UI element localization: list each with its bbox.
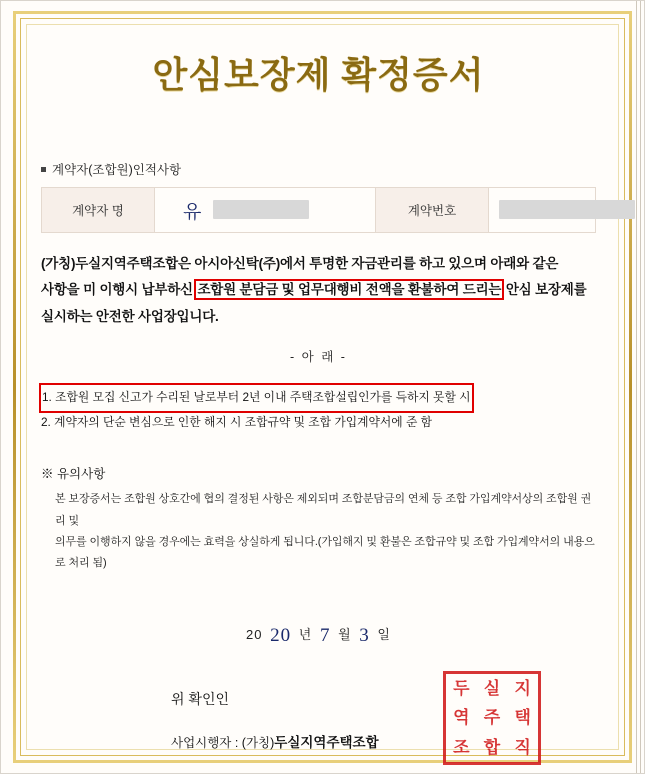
stamp-char-3: 역 bbox=[453, 708, 470, 728]
date-prefix: 20 bbox=[246, 626, 263, 642]
document-content bbox=[41, 31, 596, 757]
contract-number-header: 계약번호 bbox=[376, 188, 489, 233]
conditions-list bbox=[41, 385, 596, 434]
stamp-char-6: 조 bbox=[453, 737, 470, 757]
trust-company-name: 아시아신탁(주) bbox=[194, 256, 281, 271]
body-line3: 실시하는 안전한 사업장입니다. bbox=[41, 308, 219, 324]
notice-title: ※ 유의사항 bbox=[41, 467, 106, 482]
party-name-handwriting: 유 bbox=[183, 202, 202, 223]
stamp-char-7: 합 bbox=[483, 737, 501, 757]
date-line bbox=[41, 623, 596, 645]
developer-name: 두실지역주택조합 bbox=[274, 734, 379, 750]
date-year-unit: 년 bbox=[298, 626, 313, 642]
condition-item-2: 2. 계약자의 단순 변심으로 인한 해지 시 조합규약 및 조합 가입계약서에 준 함 bbox=[41, 414, 433, 429]
refund-highlight-box: 조합원 분담금 및 업무대행비 전액을 환불하여 드리는 bbox=[197, 282, 502, 298]
contract-number-cell bbox=[489, 188, 596, 233]
confirm-label: 위 확인인 bbox=[171, 690, 229, 707]
party-name-redaction bbox=[213, 200, 309, 219]
guarantee-body-paragraph bbox=[41, 251, 596, 330]
condition-item-1: 1. 조합원 모집 신고가 수리된 날로부터 2년 이내 주택조합설립인가를 득하지 못할 시 bbox=[41, 385, 472, 411]
party-section-label bbox=[41, 160, 596, 178]
party-table bbox=[41, 187, 596, 233]
official-seal-stamp bbox=[443, 671, 541, 765]
page-title: 안심보장제 확정증서 bbox=[152, 55, 485, 95]
signature-block bbox=[41, 679, 596, 757]
stamp-char-1: 실 bbox=[483, 679, 501, 699]
notice-body bbox=[41, 489, 596, 575]
date-year-handwritten: 20 bbox=[270, 624, 292, 646]
square-bullet-icon bbox=[41, 167, 46, 172]
stamp-char-4: 주 bbox=[483, 708, 501, 728]
date-day-handwritten: 3 bbox=[359, 624, 370, 646]
developer-label: 사업시행자 : (가칭) bbox=[171, 735, 275, 750]
date-month-unit: 월 bbox=[338, 626, 352, 642]
page-edge-rule-1 bbox=[636, 1, 637, 773]
body-line1-post: 에서 투명한 자금관리를 하고 있으며 아래와 같은 bbox=[280, 256, 559, 271]
body-line2-pre: 사항을 미 이행시 납부하신 bbox=[41, 282, 197, 298]
date-day-unit: 일 bbox=[377, 626, 391, 642]
party-name-header: 계약자 명 bbox=[42, 188, 155, 233]
stamp-char-8: 직 bbox=[514, 737, 531, 757]
stamp-char-2: 지 bbox=[514, 679, 531, 699]
stamp-char-5: 택 bbox=[514, 708, 531, 728]
body-line1-pre: (가칭)두실지역주택조합은 bbox=[41, 256, 195, 271]
arae-marker: - 아 래 - bbox=[290, 349, 347, 364]
notice-line-1: 본 보장증서는 조합원 상호간에 협의 결정된 사항은 제외되며 조합분담금의 연체 등 조합 가입계약서상의 조합원 권리 및 bbox=[55, 493, 592, 527]
body-line2-post: 안심 보장제를 bbox=[502, 282, 587, 298]
notice-line-2: 의무를 이행하지 않을 경우에는 효력을 상실하게 됩니다.(가입해지 및 환불은 조합규약 및 조합 가입계약서의 내용으로 처리 됨) bbox=[55, 536, 595, 570]
stamp-char-0: 두 bbox=[453, 679, 470, 699]
page-edge-rule-2 bbox=[640, 1, 641, 773]
party-section-label-text: 계약자(조합원)인적사항 bbox=[52, 163, 182, 177]
contract-number-redaction bbox=[499, 200, 635, 219]
table-row bbox=[42, 188, 596, 233]
date-month-handwritten: 7 bbox=[319, 624, 331, 646]
party-name-cell bbox=[155, 188, 376, 233]
